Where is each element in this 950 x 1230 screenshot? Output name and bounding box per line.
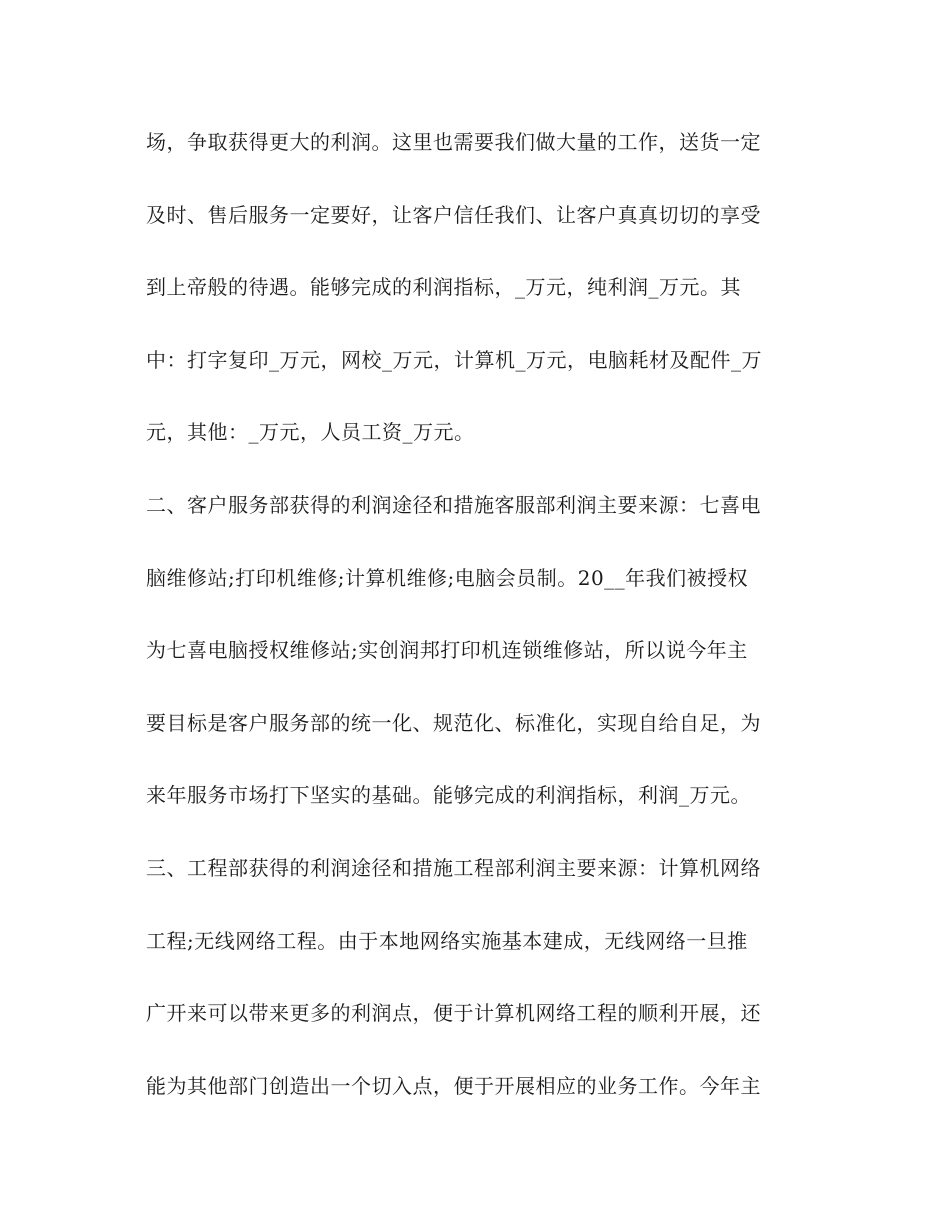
text-line-10: 来年服务市场打下坚实的基础。能够完成的利润指标，利润_万元。 <box>146 783 751 808</box>
document-body <box>146 122 826 1138</box>
text-line-3: 到上帝般的待遇。能够完成的利润指标，_万元，纯利润_万元。其 <box>146 275 741 300</box>
text-line-1: 场，争取获得更大的利润。这里也需要我们做大量的工作，送货一定 <box>146 130 761 154</box>
text-line-9: 要目标是客户服务部的统一化、规范化、标准化，实现自给自足，为 <box>146 710 761 735</box>
text-line-5: 元，其他：_万元，人员工资_万元。 <box>146 420 475 445</box>
text-line-2: 及时、售后服务一定要好，让客户信任我们、让客户真真切切的享受 <box>146 202 761 227</box>
text-line-6: 二、客户服务部获得的利润途径和措施客服部利润主要来源：七喜电 <box>146 492 761 517</box>
text-line-8: 为七喜电脑授权维修站;实创润邦打印机连锁维修站，所以说今年主 <box>146 638 748 663</box>
text-line-12: 工程;无线网络工程。由于本地网络实施基本建成，无线网络一旦推 <box>146 928 748 953</box>
text-line-7: 脑维修站;打印机维修;计算机维修;电脑会员制。20__年我们被授权 <box>146 565 749 590</box>
text-line-11: 三、工程部获得的利润途径和措施工程部利润主要来源：计算机网络 <box>146 855 761 880</box>
text-line-14: 能为其他部门创造出一个切入点，便于开展相应的业务工作。今年主 <box>146 1073 761 1098</box>
text-line-4: 中：打字复印_万元，网校_万元，计算机_万元，电脑耗材及配件_万 <box>146 347 762 372</box>
text-line-13: 广开来可以带来更多的利润点，便于计算机网络工程的顺利开展，还 <box>146 1001 761 1026</box>
